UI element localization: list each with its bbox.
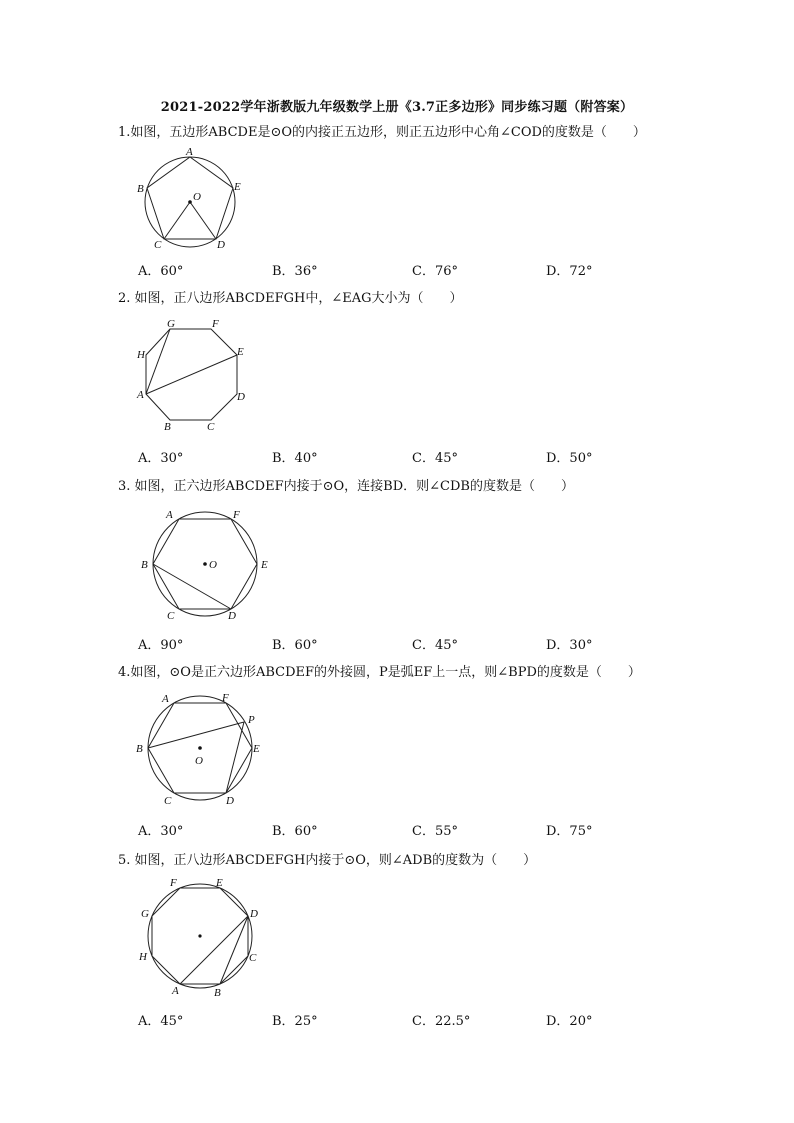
label-c: C [249,952,257,964]
label-a: A [186,146,193,158]
label-e: E [216,877,223,889]
option-a[interactable]: A．45° [138,1014,184,1029]
option-b[interactable]: B．25° [272,1014,318,1029]
label-f: F [170,877,177,889]
option-c[interactable]: C．22.5° [412,1014,471,1029]
option-a[interactable]: A．60° [138,264,184,279]
label-d: D [237,391,245,403]
label-f: F [222,692,229,704]
question-1-text: 1.如图，五边形ABCDE是⊙O的内接正五边形，则正五边形中心角∠COD的度数是（ ） [118,125,646,140]
label-c: C [207,421,215,433]
question-3-text: 3. 如图，正六边形ABCDEF内接于⊙O，连接BD．则∠CDB的度数是（ ） [118,479,574,494]
label-d: D [228,610,236,622]
option-a[interactable]: A．30° [138,824,184,839]
label-a: A [137,389,144,401]
label-b: B [164,421,171,433]
label-b: B [137,183,144,195]
segment-ad [180,916,248,984]
label-e: E [261,559,268,571]
question-2-figure [132,318,257,436]
option-a[interactable]: A．30° [138,451,184,466]
question-4-figure [132,690,282,812]
option-c[interactable]: C．45° [412,638,458,653]
label-d: D [250,908,258,920]
segment-pd [226,722,244,793]
label-p: P [248,714,255,726]
option-b[interactable]: B．60° [272,824,318,839]
question-4-options [138,820,658,838]
option-c[interactable]: C．76° [412,264,458,279]
option-b[interactable]: B．40° [272,451,318,466]
question-2-text: 2. 如图，正八边形ABCDEFGH中，∠EAG大小为（ ） [118,291,463,306]
label-f: F [212,318,219,330]
center-point [188,200,192,204]
label-h: H [139,951,147,963]
question-1-options [138,260,658,278]
page-title: 2021-2022学年浙教版九年级数学上册《3.7正多边形》同步练习题（附答案） [160,100,634,115]
question-5-text: 5. 如图，正八边形ABCDEFGH内接于⊙O，则∠ADB的度数为（ ） [118,853,537,868]
label-h: H [137,349,145,361]
center-point [203,562,207,566]
option-d[interactable]: D．72° [546,264,593,279]
option-c[interactable]: C．45° [412,451,458,466]
segment-oc [164,202,190,239]
option-d[interactable]: D．75° [546,824,593,839]
segment-bp [148,722,244,748]
center-point [198,934,201,937]
label-c: C [154,239,162,251]
label-e: E [234,181,241,193]
label-o: O [195,755,203,767]
label-g: G [167,318,175,330]
option-c[interactable]: C．55° [412,824,458,839]
segment-ag [146,329,170,394]
question-1-figure [130,148,250,258]
label-d: D [226,795,234,807]
label-c: C [167,610,175,622]
option-d[interactable]: D．50° [546,451,593,466]
question-3-figure [132,504,282,626]
label-a: A [162,693,169,705]
label-c: C [164,795,172,807]
label-d: D [217,239,225,251]
segment-bd [220,916,248,984]
label-f: F [233,509,240,521]
option-d[interactable]: D．30° [546,638,593,653]
pentagon [147,157,233,239]
label-a: A [166,509,173,521]
question-5-options [138,1010,658,1028]
center-point [198,746,202,750]
label-o: O [193,191,201,203]
question-3-options [138,634,658,652]
question-4-text: 4.如图，⊙O是正六边形ABCDEF的外接圆，P是弧EF上一点，则∠BPD的度数是（ ） [118,665,641,680]
segment-od [190,202,216,239]
label-a: A [172,985,179,997]
label-o: O [209,559,217,571]
question-5-figure [132,874,272,1000]
option-d[interactable]: D．20° [546,1014,593,1029]
label-e: E [253,743,260,755]
label-b: B [136,743,143,755]
option-b[interactable]: B．60° [272,638,318,653]
segment-ae [146,355,237,394]
option-b[interactable]: B．36° [272,264,318,279]
label-g: G [141,908,149,920]
question-2-options [138,447,658,465]
label-b: B [214,987,221,999]
label-e: E [237,346,244,358]
segment-bd [153,564,231,609]
label-b: B [141,559,148,571]
option-a[interactable]: A．90° [138,638,184,653]
